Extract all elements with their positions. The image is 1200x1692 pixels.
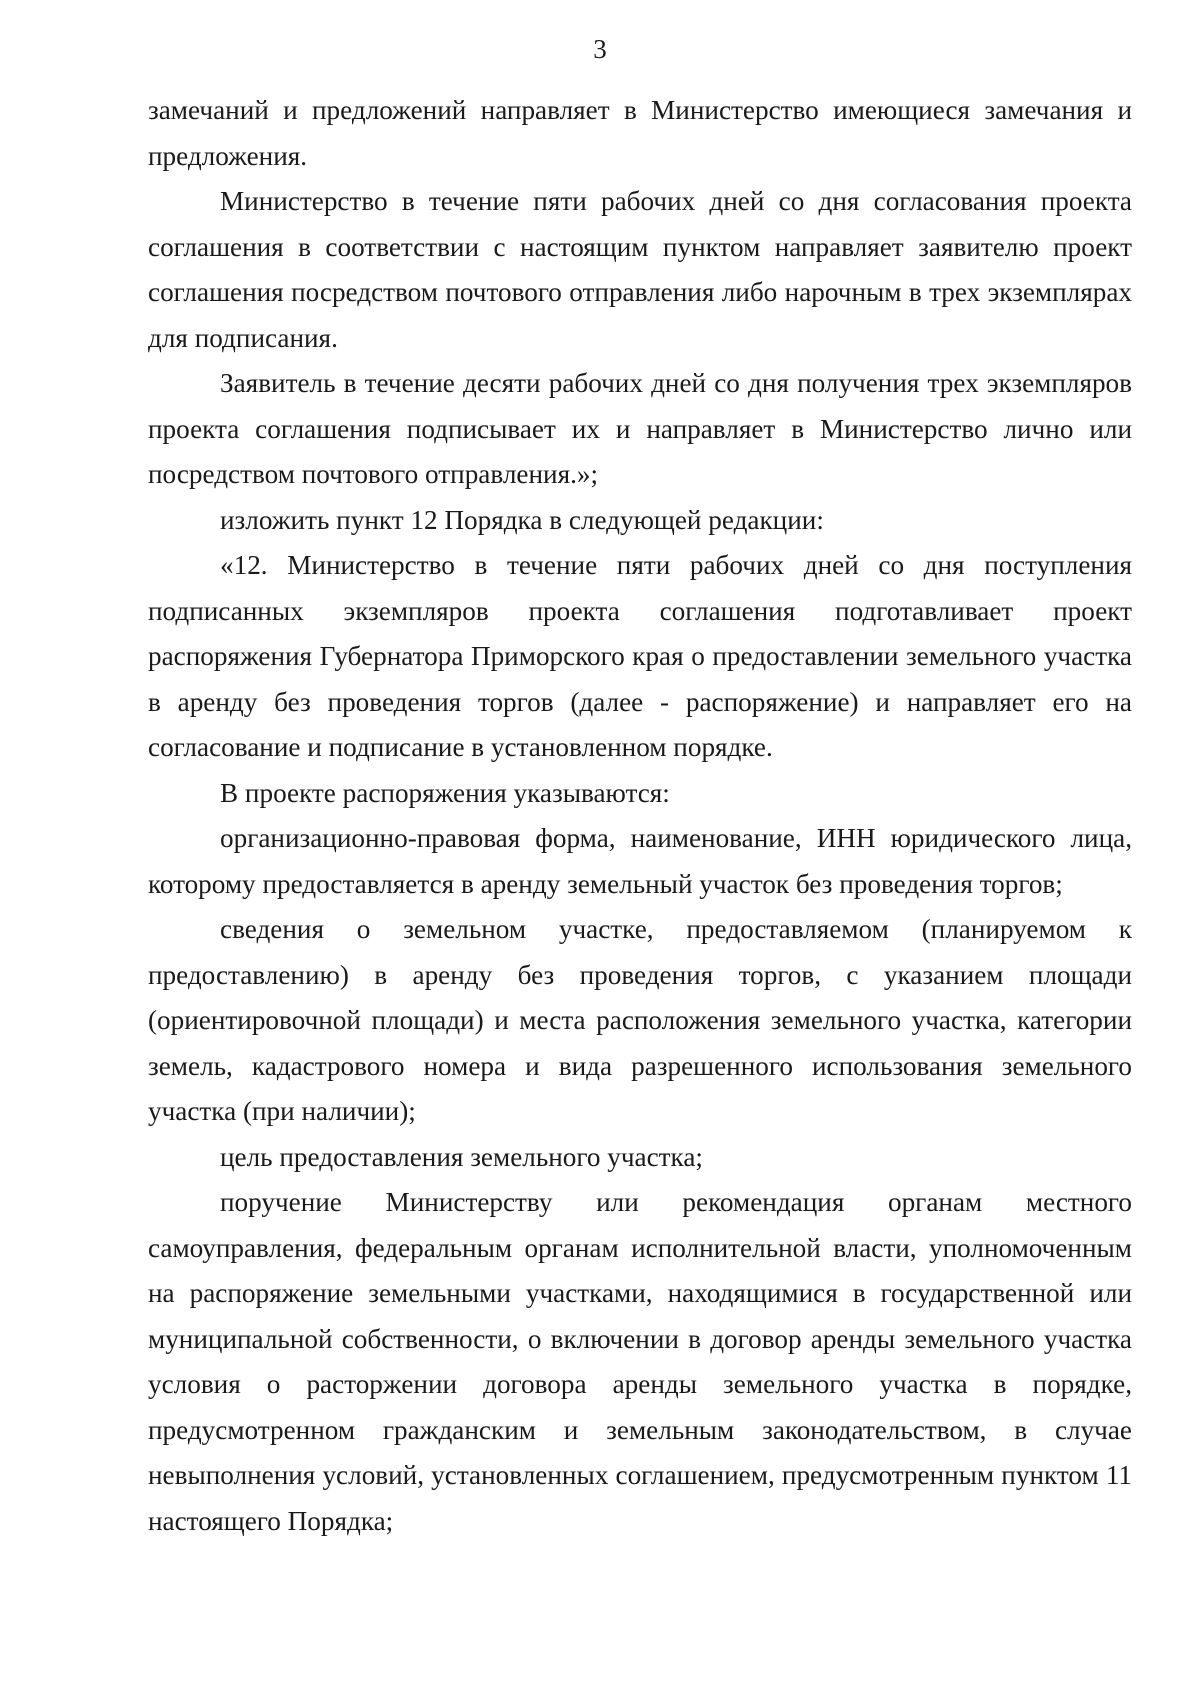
page-number: 3 — [593, 34, 607, 64]
document-body — [148, 88, 1132, 1544]
paragraph: организационно-правовая форма, наименование, ИНН юридического лица, которому предоставляется в аренду земельный участок без проведения торгов; — [148, 823, 1132, 899]
paragraph: цель предоставления земельного участка; — [220, 1141, 703, 1172]
paragraph: изложить пункт 12 Порядка в следующей редакции: — [220, 504, 824, 535]
paragraph: сведения о земельном участке, предоставляемом (планируемом к предоставлению) в аренду без проведения торгов, с указанием площади (ориентировочной площади) и места расположения земельного участка, категории земель, кадастрового номера и вида разрешенного использования земельного участка (при наличии); — [148, 914, 1132, 1126]
paragraph: Министерство в течение пяти рабочих дней со дня согласования проекта соглашения в соответствии с настоящим пунктом направляет заявителю проект соглашения посредством почтового отправления либо нарочным в трех экземплярах для подписания. — [148, 186, 1132, 353]
paragraph: Заявитель в течение десяти рабочих дней со дня получения трех экземпляров проекта соглашения подписывает их и направляет в Министерство лично или посредством почтового отправления.»; — [148, 368, 1132, 489]
paragraph-continuation: замечаний и предложений направляет в Министерство имеющиеся замечания и предложения. — [148, 95, 1132, 171]
paragraph: поручение Министерству или рекомендация органам местного самоуправления, федеральным органам исполнительной власти, уполномоченным на распоряжение земельными участками, находящимися в государственной или муниципальной собственности, о включении в договор аренды земельного участка условия о расторжении договора аренды земельного участка в порядке, предусмотренном гражданским и земельным законодательством, в случае невыполнения условий, установленных соглашением, предусмотренным пунктом 11 настоящего Порядка; — [148, 1187, 1132, 1536]
paragraph: В проекте распоряжения указываются: — [220, 777, 670, 808]
paragraph: «12. Министерство в течение пяти рабочих дней со дня поступления подписанных экземпляров проекта соглашения подготавливает проект распоряжения Губернатора Приморского края о предоставлении земельного участка в аренду без проведения торгов (далее - распоряжение) и направляет его на согласование и подписание в установленном порядке. — [148, 550, 1132, 762]
